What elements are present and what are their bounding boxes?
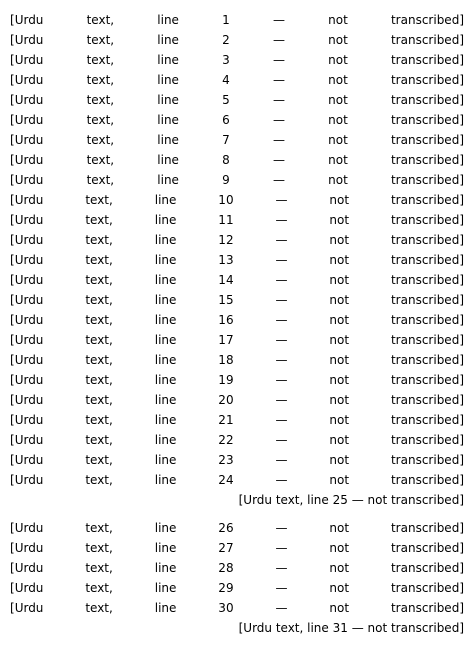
- text-line: [Urdu text, line 14 — not transcribed]: [10, 273, 464, 287]
- article-body: [10, 10, 464, 638]
- text-line: [Urdu text, line 25 — not transcribed]: [238, 493, 464, 507]
- text-line: [Urdu text, line 26 — not transcribed]: [10, 521, 464, 535]
- text-line: [Urdu text, line 18 — not transcribed]: [10, 353, 464, 367]
- text-line: [Urdu text, line 1 — not transcribed]: [10, 13, 464, 27]
- text-line: [Urdu text, line 10 — not transcribed]: [10, 193, 464, 207]
- text-line: [Urdu text, line 8 — not transcribed]: [10, 153, 464, 167]
- text-line: [Urdu text, line 24 — not transcribed]: [10, 473, 464, 487]
- text-line: [Urdu text, line 27 — not transcribed]: [10, 541, 464, 555]
- text-line: [Urdu text, line 19 — not transcribed]: [10, 373, 464, 387]
- text-line: [Urdu text, line 4 — not transcribed]: [10, 73, 464, 87]
- text-line: [Urdu text, line 7 — not transcribed]: [10, 133, 464, 147]
- text-line: [Urdu text, line 20 — not transcribed]: [10, 393, 464, 407]
- text-line: [Urdu text, line 3 — not transcribed]: [10, 53, 464, 67]
- text-line: [Urdu text, line 6 — not transcribed]: [10, 113, 464, 127]
- text-line: [Urdu text, line 30 — not transcribed]: [10, 601, 464, 615]
- text-line: [Urdu text, line 29 — not transcribed]: [10, 581, 464, 595]
- text-line: [Urdu text, line 22 — not transcribed]: [10, 433, 464, 447]
- text-line: [Urdu text, line 2 — not transcribed]: [10, 33, 464, 47]
- text-line: [Urdu text, line 28 — not transcribed]: [10, 561, 464, 575]
- text-line: [Urdu text, line 16 — not transcribed]: [10, 313, 464, 327]
- text-line: [Urdu text, line 11 — not transcribed]: [10, 213, 464, 227]
- paragraph-1: [10, 10, 464, 510]
- text-line: [Urdu text, line 31 — not transcribed]: [238, 621, 464, 635]
- text-line: [Urdu text, line 23 — not transcribed]: [10, 453, 464, 467]
- text-line: [Urdu text, line 5 — not transcribed]: [10, 93, 464, 107]
- text-line: [Urdu text, line 12 — not transcribed]: [10, 233, 464, 247]
- text-line: [Urdu text, line 15 — not transcribed]: [10, 293, 464, 307]
- text-line: [Urdu text, line 21 — not transcribed]: [10, 413, 464, 427]
- text-line: [Urdu text, line 13 — not transcribed]: [10, 253, 464, 267]
- paragraph-2: [10, 518, 464, 638]
- text-line: [Urdu text, line 9 — not transcribed]: [10, 173, 464, 187]
- text-line: [Urdu text, line 17 — not transcribed]: [10, 333, 464, 347]
